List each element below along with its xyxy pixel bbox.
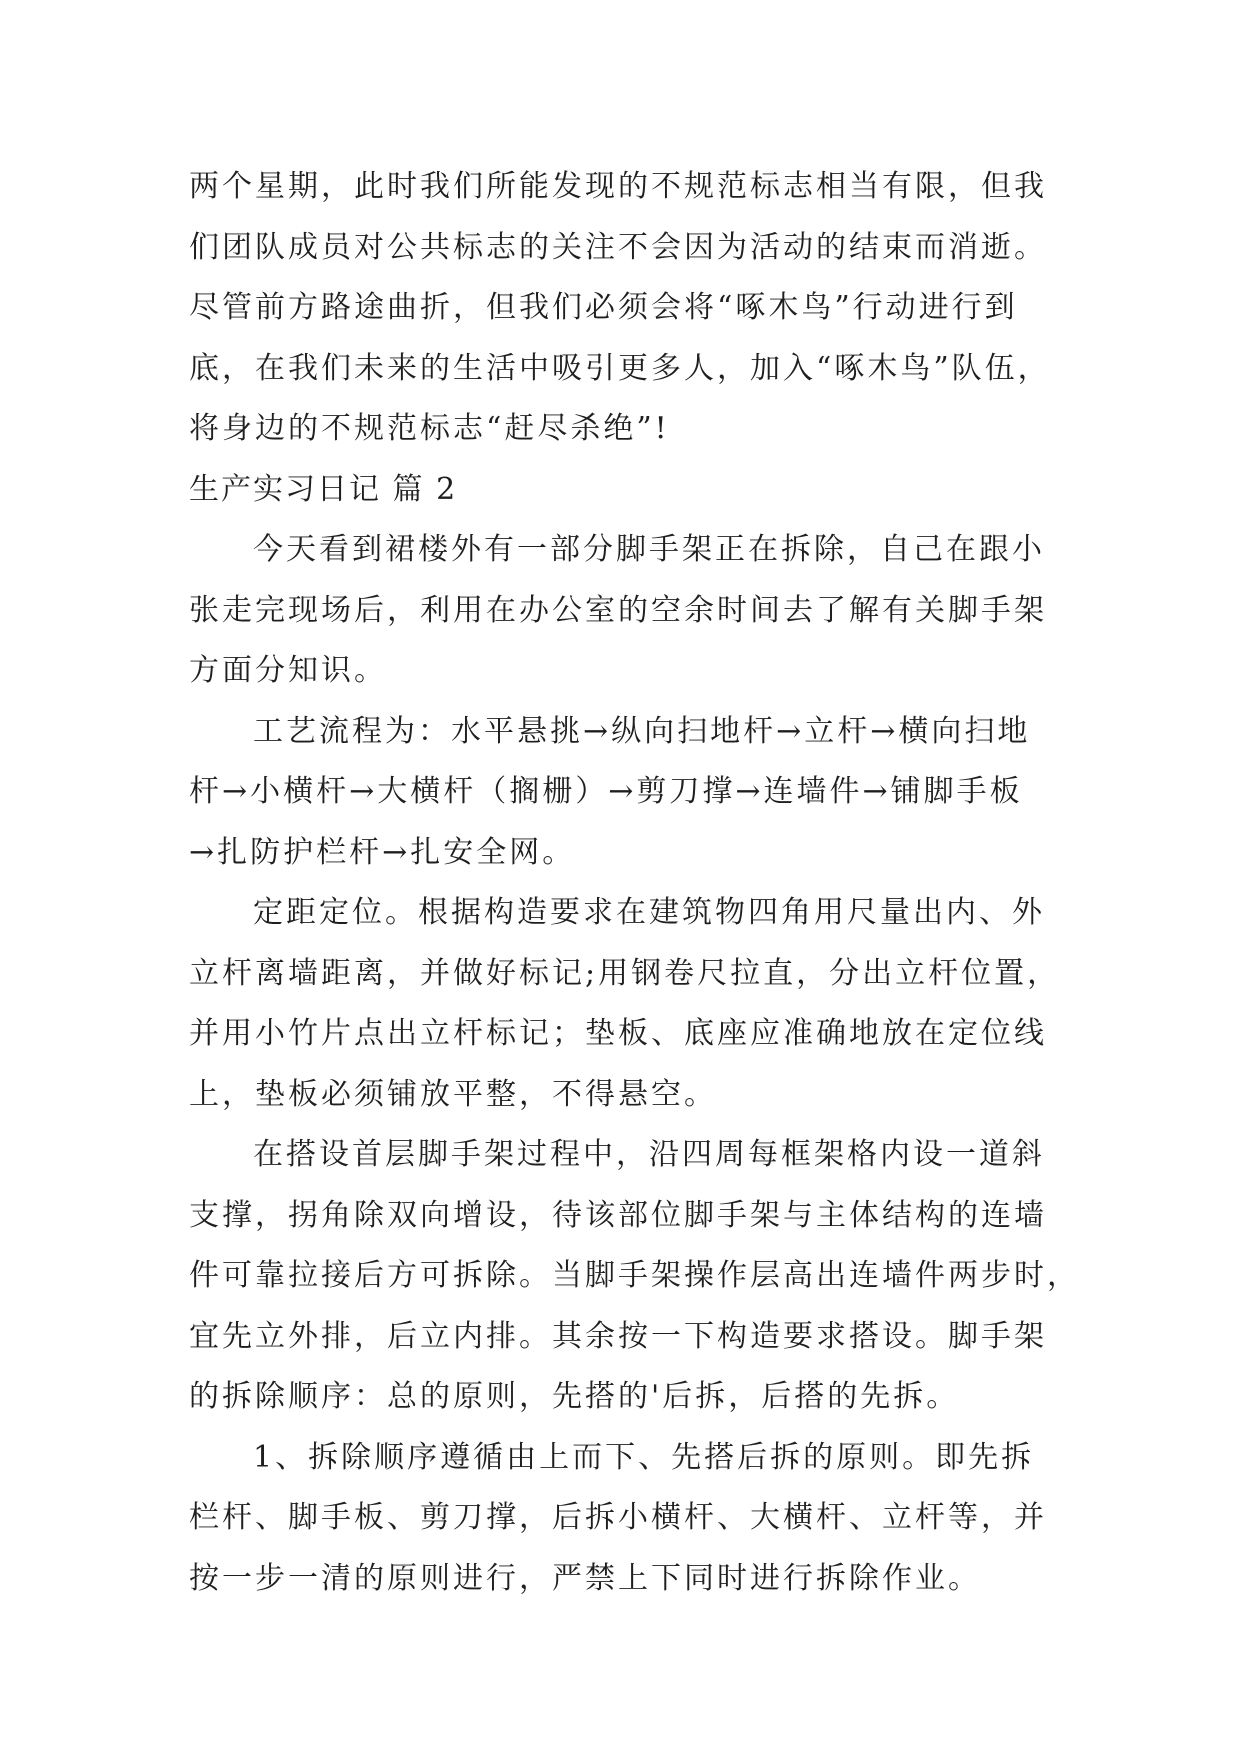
text-line: 两个星期，此时我们所能发现的不规范标志相当有限，但我 [189, 169, 1047, 204]
text-line: 件可靠拉接后方可拆除。当脚手架操作层高出连墙件两步时， [189, 1258, 1080, 1293]
text-line: 底，在我们未来的生活中吸引更多人，加入“啄木鸟”队伍， [189, 350, 1051, 386]
document-body [189, 157, 1080, 1609]
text-line: 支撑，拐角除双向增设，待该部位脚手架与主体结构的连墙 [189, 1197, 1047, 1233]
paragraph-erection [189, 1125, 1080, 1428]
text-line: 上，垫板必须铺放平整，不得悬空。 [189, 1076, 717, 1112]
paragraph-intro [189, 520, 1069, 702]
text-line: 将身边的不规范标志“赶尽杀绝”! [189, 411, 670, 446]
text-line: 方面分知识。 [189, 653, 387, 688]
paragraph-continued [189, 157, 1069, 460]
text-line: 1、拆除顺序遵循由上而下、先搭后拆的原则。即先拆 [253, 1439, 1035, 1475]
text-line: 今天看到裙楼外有一部分脚手架正在拆除，自己在跟小 [253, 532, 1045, 567]
text-line: 张走完现场后，利用在办公室的空余时间去了解有关脚手架 [189, 592, 1047, 628]
paragraph-rule-1 [189, 1428, 1069, 1610]
text-line: 尽管前方路途曲折，但我们必须会将“啄木鸟”行动进行到 [189, 290, 1018, 325]
text-line: 定距定位。根据构造要求在建筑物四角用尺量出内、外 [253, 895, 1045, 930]
text-line: 工艺流程为：水平悬挑→纵向扫地杆→立杆→横向扫地 [253, 713, 1031, 749]
text-line: 们团队成员对公共标志的关注不会因为活动的结束而消逝。 [189, 229, 1047, 265]
paragraph-positioning [189, 883, 1069, 1125]
text-line: →扎防护栏杆→扎安全网。 [189, 834, 576, 870]
text-line: 并用小竹片点出立杆标记；垫板、底座应准确地放在定位线 [189, 1016, 1047, 1051]
text-line: 立杆离墙距离，并做好标记;用钢卷尺拉直，分出立杆位置， [189, 955, 1061, 991]
section-heading: 生产实习日记 篇 2 [189, 471, 458, 507]
text-line: 杆→小横杆→大横杆（搁栅）→剪刀撑→连墙件→铺脚手板 [189, 774, 1023, 809]
text-line: 按一步一清的原则进行，严禁上下同时进行拆除作业。 [189, 1560, 981, 1596]
text-line: 的拆除顺序：总的原则，先搭的'后拆，后搭的先拆。 [189, 1379, 960, 1414]
text-line: 宜先立外排，后立内排。其余按一下构造要求搭设。脚手架 [189, 1318, 1047, 1354]
text-line: 在搭设首层脚手架过程中，沿四周每框架格内设一道斜 [253, 1137, 1045, 1172]
text-line: 栏杆、脚手板、剪刀撑，后拆小横杆、大横杆、立杆等，并 [189, 1500, 1047, 1535]
paragraph-process [189, 702, 1069, 884]
